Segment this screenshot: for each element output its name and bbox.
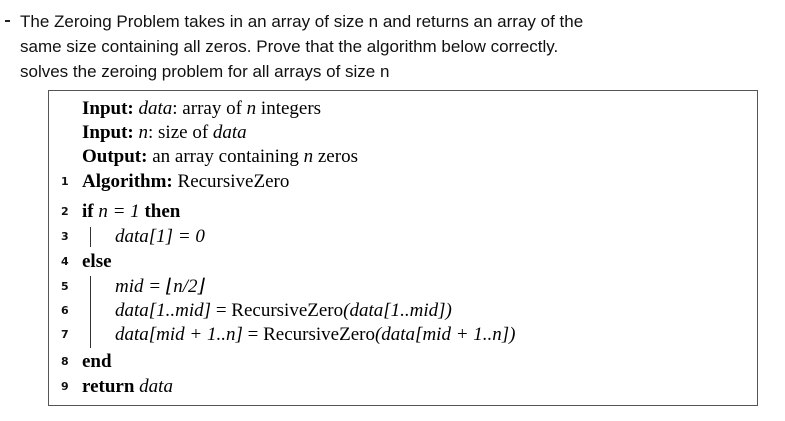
code-line-8 bbox=[49, 349, 757, 374]
input-n-tail: data bbox=[212, 122, 247, 143]
lhs: data[mid + 1..n] bbox=[115, 324, 243, 345]
argument: (data[mid + 1..n]) bbox=[374, 324, 516, 345]
statement: data[1] = 0 bbox=[115, 226, 205, 247]
input-n-var: n bbox=[138, 122, 148, 143]
input-data-n: n bbox=[246, 98, 257, 119]
statement: mid = ⌊n/2⌋ bbox=[115, 276, 205, 297]
code-line-6 bbox=[49, 298, 757, 323]
line-number: 3 bbox=[61, 230, 69, 243]
lhs: data[1..mid] bbox=[115, 300, 212, 321]
code-line-7 bbox=[49, 322, 757, 347]
problem-line-3: solves the zeroing problem for all arrays of size n bbox=[20, 62, 390, 81]
algorithm-box bbox=[48, 90, 758, 406]
line-number: 1 bbox=[61, 175, 69, 188]
code-line-9 bbox=[49, 374, 757, 399]
output-text: an array containing bbox=[152, 146, 299, 167]
output-n: n bbox=[303, 146, 314, 167]
input-label: Input: bbox=[82, 122, 134, 143]
input-label: Input: bbox=[82, 98, 134, 119]
input-data-tail: integers bbox=[260, 98, 322, 119]
problem-line-1: The Zeroing Problem takes in an array of size n and returns an array of the bbox=[20, 12, 584, 31]
input-data-text: : array of bbox=[172, 98, 242, 119]
keyword-else: else bbox=[82, 251, 112, 272]
algorithm-label: Algorithm: bbox=[82, 171, 173, 192]
algorithm-code bbox=[49, 91, 757, 405]
line-number: 5 bbox=[61, 280, 69, 293]
code-line-3 bbox=[49, 224, 757, 249]
return-value: data bbox=[139, 376, 173, 397]
input-data-var: data bbox=[138, 98, 173, 119]
block-bar bbox=[90, 227, 91, 247]
output-tail: zeros bbox=[317, 146, 358, 167]
line-number: 8 bbox=[61, 355, 69, 368]
input-n-text: : size of bbox=[148, 122, 209, 143]
line-number: 7 bbox=[61, 328, 69, 341]
line-number: 6 bbox=[61, 304, 69, 317]
function-name: RecursiveZero bbox=[263, 324, 375, 345]
function-name: RecursiveZero bbox=[231, 300, 344, 321]
code-line-2 bbox=[49, 199, 757, 224]
algorithm-name: RecursiveZero bbox=[177, 171, 290, 192]
equals: = bbox=[211, 300, 232, 321]
argument: (data[1..mid]) bbox=[343, 300, 452, 321]
line-number: 2 bbox=[61, 205, 69, 218]
code-line-1 bbox=[49, 169, 757, 194]
keyword-end: end bbox=[82, 351, 112, 372]
code-line-4 bbox=[49, 249, 757, 274]
problem-line-2: same size containing all zeros. Prove that the algorithm below correctly. bbox=[20, 37, 559, 56]
condition: n = 1 bbox=[98, 201, 140, 222]
list-bullet bbox=[5, 20, 10, 22]
keyword-then: then bbox=[144, 201, 181, 222]
keyword-return: return bbox=[82, 376, 135, 397]
line-number: 4 bbox=[61, 255, 69, 268]
problem-statement bbox=[20, 9, 760, 84]
line-number: 9 bbox=[61, 380, 69, 393]
equals: = bbox=[242, 324, 264, 345]
keyword-if: if bbox=[82, 201, 94, 222]
code-line-5 bbox=[49, 274, 757, 299]
output-label: Output: bbox=[82, 146, 148, 167]
